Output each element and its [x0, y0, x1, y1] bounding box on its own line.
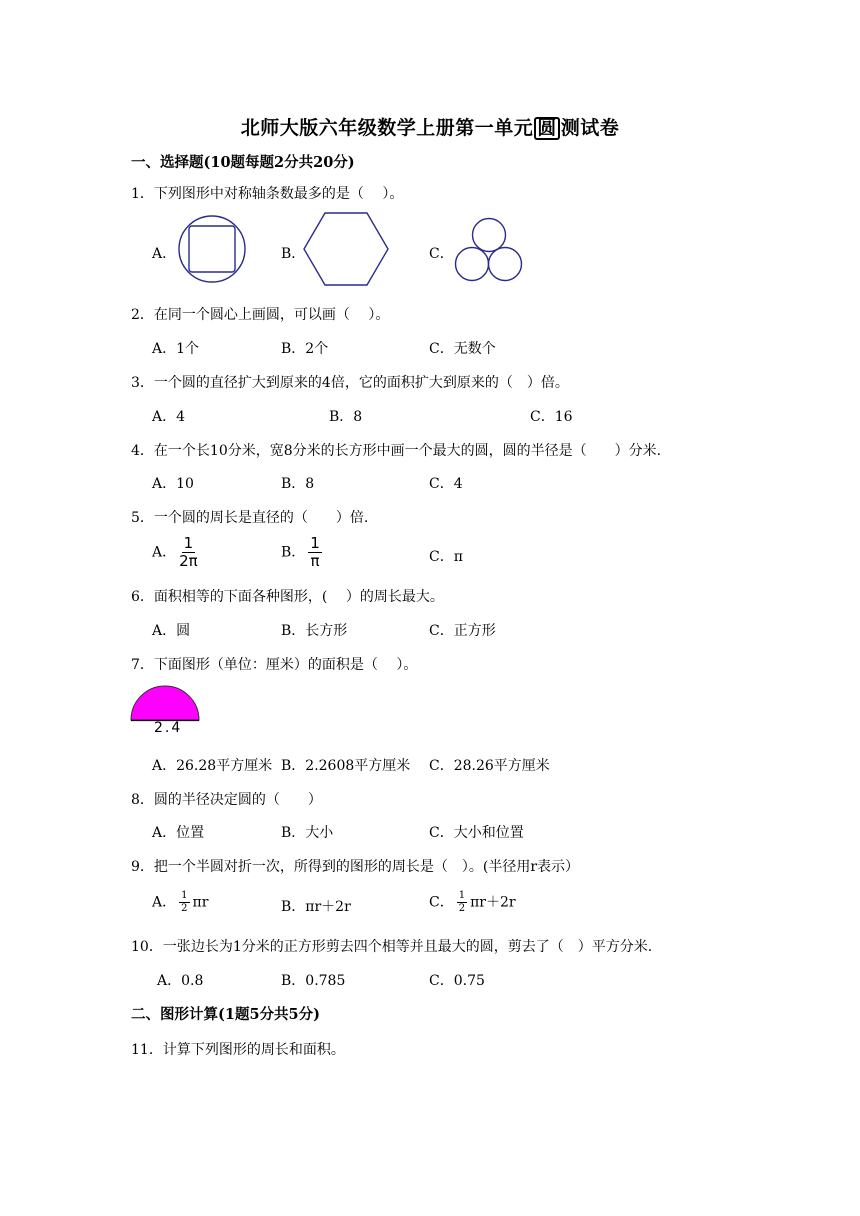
section-1-heading: 一、选择题(10题每题2分共20分) [131, 154, 355, 171]
question-4-option-a: A．10 [152, 476, 194, 492]
question-8-text: 8．圆的半径决定圆的（ ） [131, 792, 322, 808]
section-2-heading: 二、图形计算(1题5分共5分) [131, 1006, 320, 1023]
question-2-option-b: B．2个 [281, 341, 329, 357]
question-6-option-b: B．长方形 [281, 623, 348, 639]
question-9-text: 9．把一个半圆对折一次，所得到的图形的周长是（ ）。(半径用r表示） [131, 859, 580, 875]
question-10-option-c: C．0.75 [429, 973, 485, 989]
question-10-option-b: B．0.785 [281, 973, 346, 989]
fraction-numerator: 1 [181, 890, 188, 901]
fraction-numerator: 1 [458, 890, 466, 901]
question-9-option-c [429, 891, 516, 914]
title-boxed-character: 圆 [534, 117, 560, 140]
semicircle-figure [130, 683, 202, 723]
question-8-option-a: A．位置 [152, 825, 205, 841]
question-7-option-a: A．26.28平方厘米 [152, 758, 273, 774]
fraction-one-half [457, 891, 467, 914]
option-c-expression: πr＋2r [470, 894, 516, 911]
question-7-text: 7．下面图形（单位：厘米）的面积是（ ）。 [131, 657, 418, 673]
question-4-text: 4．在一个长10分米，宽8分米的长方形中画一个最大的圆，圆的半径是（ ）分米. [131, 443, 662, 459]
question-8-option-c: C．大小和位置 [429, 825, 524, 841]
question-3-option-b: B．8 [329, 409, 363, 425]
question-1-option-b: B． [281, 246, 306, 262]
fraction-numerator: 1 [183, 534, 194, 552]
question-5-text: 5．一个圆的周长是直径的（ ）倍. [131, 510, 369, 526]
question-4-option-c: C．4 [429, 476, 463, 492]
circle-with-inscribed-square-figure [178, 215, 248, 285]
fraction-one-over-two-pi [179, 536, 198, 569]
fraction-numerator: 1 [310, 534, 320, 552]
question-4-option-b: B．8 [281, 476, 315, 492]
fraction-denominator: π [310, 552, 320, 570]
question-7-option-c: C．28.26平方厘米 [429, 758, 550, 774]
question-2-option-c: C．无数个 [429, 341, 496, 357]
question-9-option-b: B．πr＋2r [281, 899, 351, 915]
title-text-after: 测试卷 [560, 117, 620, 139]
question-10-option-a: A．0.8 [157, 973, 204, 989]
option-a-label: A． [152, 894, 177, 911]
question-10-text: 10．一张边长为1分米的正方形剪去四个相等并且最大的圆，剪去了（ ）平方分米. [131, 939, 653, 955]
three-circles-figure [453, 218, 525, 282]
question-3-text: 3．一个圆的直径扩大到原来的4倍，它的面积扩大到原来的（ ）倍。 [131, 375, 569, 391]
question-2-option-a: A．1个 [152, 341, 200, 357]
option-a-expression: πr [192, 894, 209, 911]
question-1-option-a: A． [152, 246, 177, 262]
question-3-option-c: C．16 [530, 409, 573, 425]
question-2-text: 2．在同一个圆心上画圆，可以画（ ）。 [131, 307, 390, 323]
title-text-before: 北师大版六年级数学上册第一单元 [240, 117, 534, 139]
question-5-option-b [281, 536, 325, 569]
question-1-option-c: C． [429, 246, 454, 262]
fraction-one-over-pi [308, 536, 322, 569]
question-11-text: 11．计算下列图形的周长和面积。 [131, 1042, 345, 1058]
fraction-denominator: 2 [181, 903, 188, 914]
semicircle-diameter-label: 2.4 [154, 720, 183, 736]
question-5-option-a [152, 536, 201, 569]
question-5-option-c: C．π [429, 549, 463, 565]
page-title [0, 113, 860, 140]
question-6-option-a: A．圆 [152, 623, 191, 639]
option-b-label: B． [281, 544, 306, 561]
question-8-option-b: B．大小 [281, 825, 334, 841]
question-9-option-a [152, 891, 208, 914]
fraction-denominator: 2π [179, 552, 198, 570]
question-6-option-c: C．正方形 [429, 623, 496, 639]
fraction-one-half [179, 891, 189, 914]
question-7-option-b: B．2.2608平方厘米 [281, 758, 411, 774]
question-1-text: 1．下列图形中对称轴条数最多的是（ ）。 [131, 186, 404, 202]
question-3-option-a: A．4 [152, 409, 186, 425]
hexagon-figure [303, 212, 391, 288]
fraction-denominator: 2 [458, 903, 466, 914]
question-6-text: 6．面积相等的下面各种图形，( ）的周长最大。 [131, 589, 444, 605]
option-c-label: C． [429, 894, 454, 911]
option-a-label: A． [152, 544, 177, 561]
